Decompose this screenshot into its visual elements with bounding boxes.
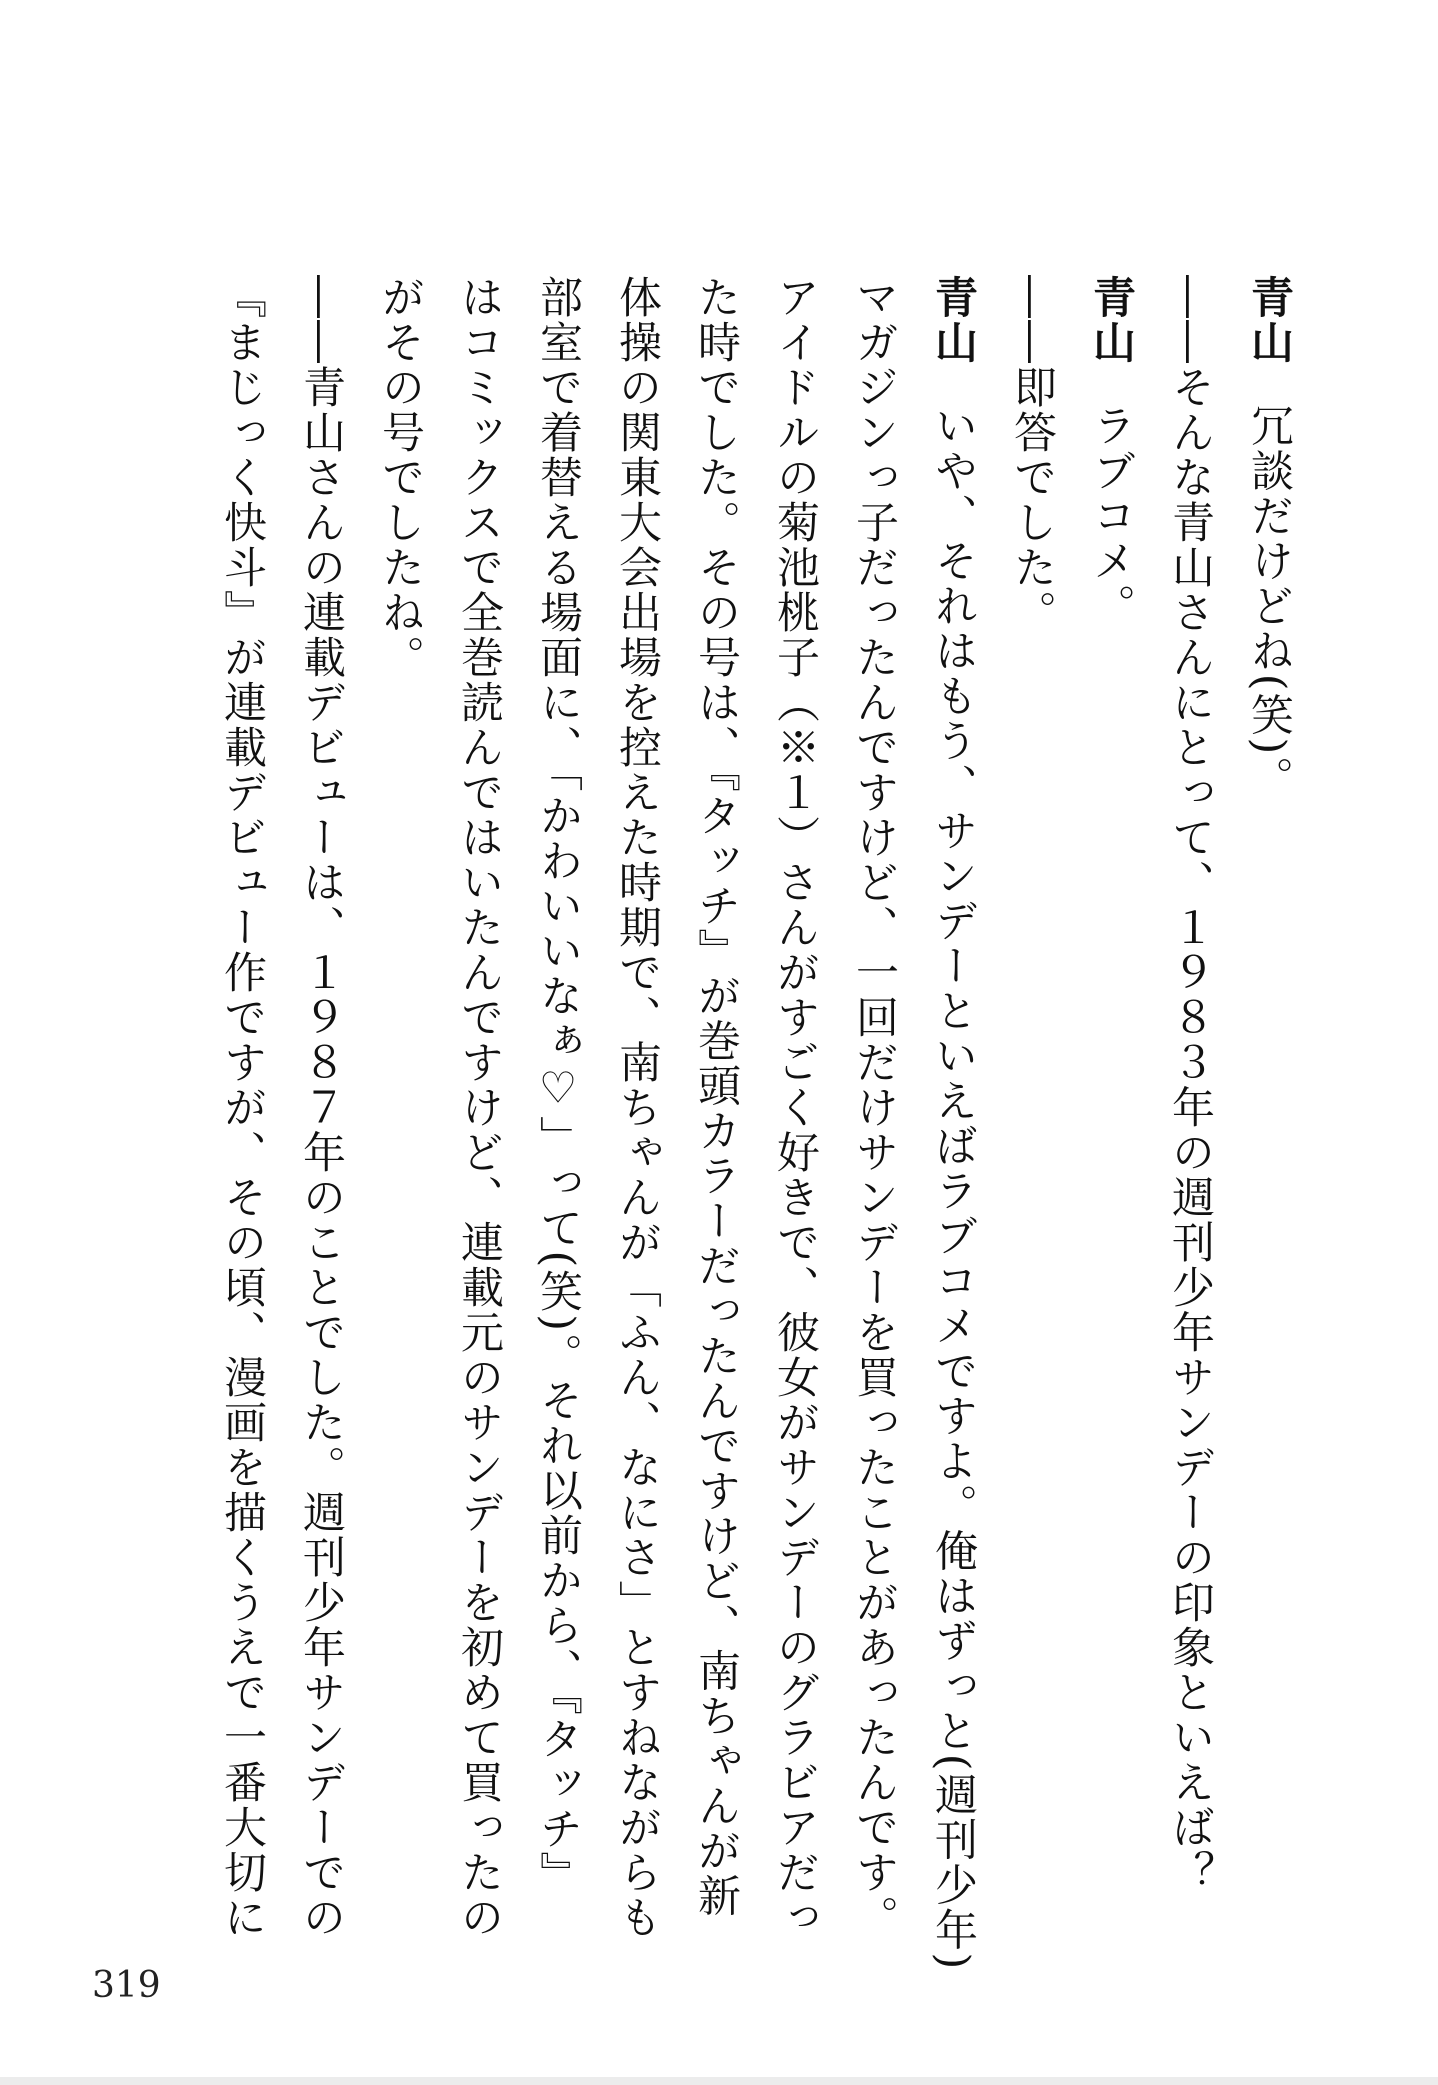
line-text: ラブコメ。 [1086,403,1136,629]
line-text: 『まじっく快斗』が連載デビュー作ですが、その頃、漫画を描くうえで一番大切に [217,275,267,1940]
line-text: はコミックスで全巻読んではいたんですけど、連載元のサンデーを初めて買ったの [454,275,504,1940]
text-line-2 [1150,275,1229,1895]
text-line-3 [1071,275,1150,1805]
vertical-text-block [202,275,1308,1972]
text-line-12 [360,275,439,1805]
text-line-5 [913,275,992,1972]
text-line-9 [597,275,676,1940]
line-text: アイドルの菊池桃子（※１）さんがすごく好きで、彼女がサンデーのグラビアだっ [770,275,820,1940]
text-line-11 [439,275,518,1940]
speaker-label: 青山 [928,275,978,365]
line-text: 体操の関東大会出場を控えた時期で、南ちゃんが「ふん、なにさ」とすねながらも [612,275,662,1940]
text-line-8 [676,275,755,1919]
text-line-1 [1229,275,1308,1805]
line-text: いや、それはもう、サンデーといえばラブコメですよ。俺はずっと(週刊少年) [928,403,978,1972]
line-text: ――即答でした。 [1007,275,1057,635]
line-text: ――そんな青山さんにとって、１９８３年の週刊少年サンデーの印象といえば？ [1165,275,1215,1895]
page-number: 319 [92,1965,161,2006]
text-line-14 [202,275,281,1940]
speaker-label: 青山 [1086,275,1136,365]
line-text: た時でした。その号は、『タッチ』が巻頭カラーだったんですけど、南ちゃんが新 [691,275,741,1919]
line-text: がその号でしたね。 [375,275,425,680]
line-text: 部室で着替える場面に、「かわいいなぁ♡」って(笑)。それ以前から、『タッチ』 [533,275,583,1897]
line-text: ――青山さんの連載デビューは、１９８７年のことでした。週刊少年サンデーでの [296,275,346,1940]
text-line-6 [834,275,913,1940]
text-line-13 [281,275,360,1940]
page-bottom-edge [0,2077,1438,2085]
line-text: マガジンっ子だったんですけど、一回だけサンデーを買ったことがあったんです。 [849,275,899,1940]
text-line-7 [755,275,834,1940]
line-text: 冗談だけどね(笑)。 [1244,403,1294,802]
text-line-4 [992,275,1071,1805]
text-line-10 [518,275,597,1897]
speaker-label: 青山 [1244,275,1294,365]
